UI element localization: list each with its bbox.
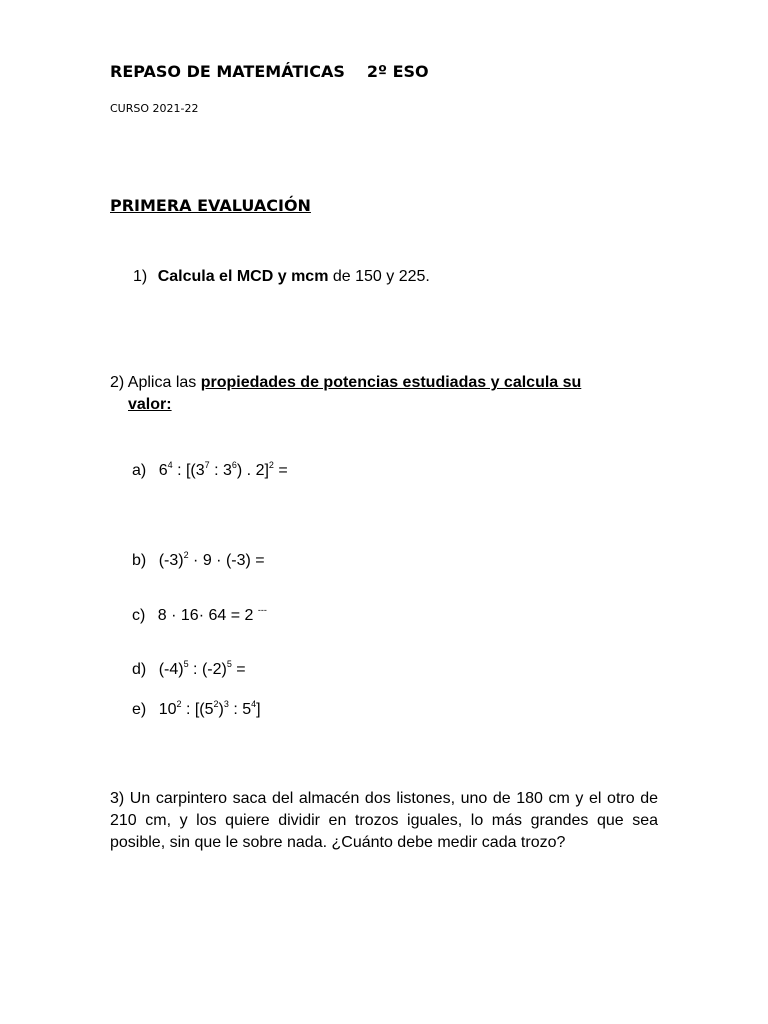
exercise-e-exp: 3 [223, 699, 229, 709]
question-2 [110, 372, 658, 416]
exercise-e-part: : 5 [233, 701, 252, 718]
document-title [110, 62, 429, 81]
title-text: REPASO DE MATEMÁTICAS [110, 62, 345, 81]
exercise-a-part: 6 [158, 462, 168, 479]
exercise-e-part: 10 [158, 701, 177, 718]
exercise-d-part: = [236, 661, 246, 678]
question-3: 3) Un carpintero saca del almacén dos listones, uno de 180 cm y el otro de 210 cm, y los quiere dividir en trozos iguales, lo más grandes que sea posible, sin que le sobre nada. ¿Cuánto debe medir cada trozo? [110, 790, 658, 851]
question-2-emphasis: propiedades de potencias estudiadas y calcula su [200, 374, 582, 391]
exercise-a-part: = [278, 462, 288, 479]
exercise-a-label: a) [132, 462, 147, 479]
question-1-rest: de 150 y 225. [332, 268, 430, 285]
exercise-a-part: ) . 2] [236, 462, 269, 479]
exercise-b [132, 552, 265, 570]
question-2-emphasis-end: valor: [128, 396, 172, 413]
exercise-d-exp: 5 [226, 659, 232, 669]
section-title: PRIMERA EVALUACIÓN [110, 196, 311, 215]
exercise-e-exp: 2 [176, 699, 182, 709]
exercise-d-part: (-4) [158, 661, 184, 678]
exercise-c-exp: --- [257, 605, 267, 615]
exercise-a [132, 462, 288, 480]
question-1 [133, 268, 430, 286]
exercise-d [132, 661, 246, 679]
exercise-d-label: d) [132, 661, 147, 678]
exercise-e-part: ] [256, 701, 261, 718]
exercise-c-part: 8 · 16· 64 = 2 [157, 607, 254, 624]
exercise-a-part: : [(3 [177, 462, 205, 479]
question-1-number: 1) [133, 268, 148, 285]
exercise-e-exp: 4 [251, 699, 257, 709]
question-1-bold: Calcula el MCD y mcm [157, 268, 329, 285]
level-text: 2º ESO [366, 62, 429, 81]
exercise-c [132, 607, 267, 625]
exercise-b-part: · 9 · (-3) = [193, 552, 265, 569]
exercise-e-exp: 2 [213, 699, 219, 709]
exercise-c-label: c) [132, 607, 146, 624]
question-2-intro: 2) Aplica las [110, 374, 197, 391]
exercise-a-exp: 7 [204, 460, 210, 470]
exercise-b-part: (-3) [158, 552, 184, 569]
exercise-b-exp: 2 [183, 550, 189, 560]
course-year: CURSO 2021-22 [110, 102, 199, 115]
exercise-d-part: : (-2) [193, 661, 227, 678]
exercise-a-part: : 3 [214, 462, 232, 479]
exercise-a-exp: 4 [167, 460, 173, 470]
exercise-e [132, 701, 261, 719]
exercise-b-label: b) [132, 552, 147, 569]
exercise-d-exp: 5 [183, 659, 189, 669]
exercise-a-exp: 2 [268, 460, 274, 470]
exercise-e-label: e) [132, 701, 147, 718]
exercise-a-exp: 6 [231, 460, 237, 470]
exercise-e-part: ) [218, 701, 224, 718]
exercise-e-part: : [(5 [185, 701, 214, 718]
